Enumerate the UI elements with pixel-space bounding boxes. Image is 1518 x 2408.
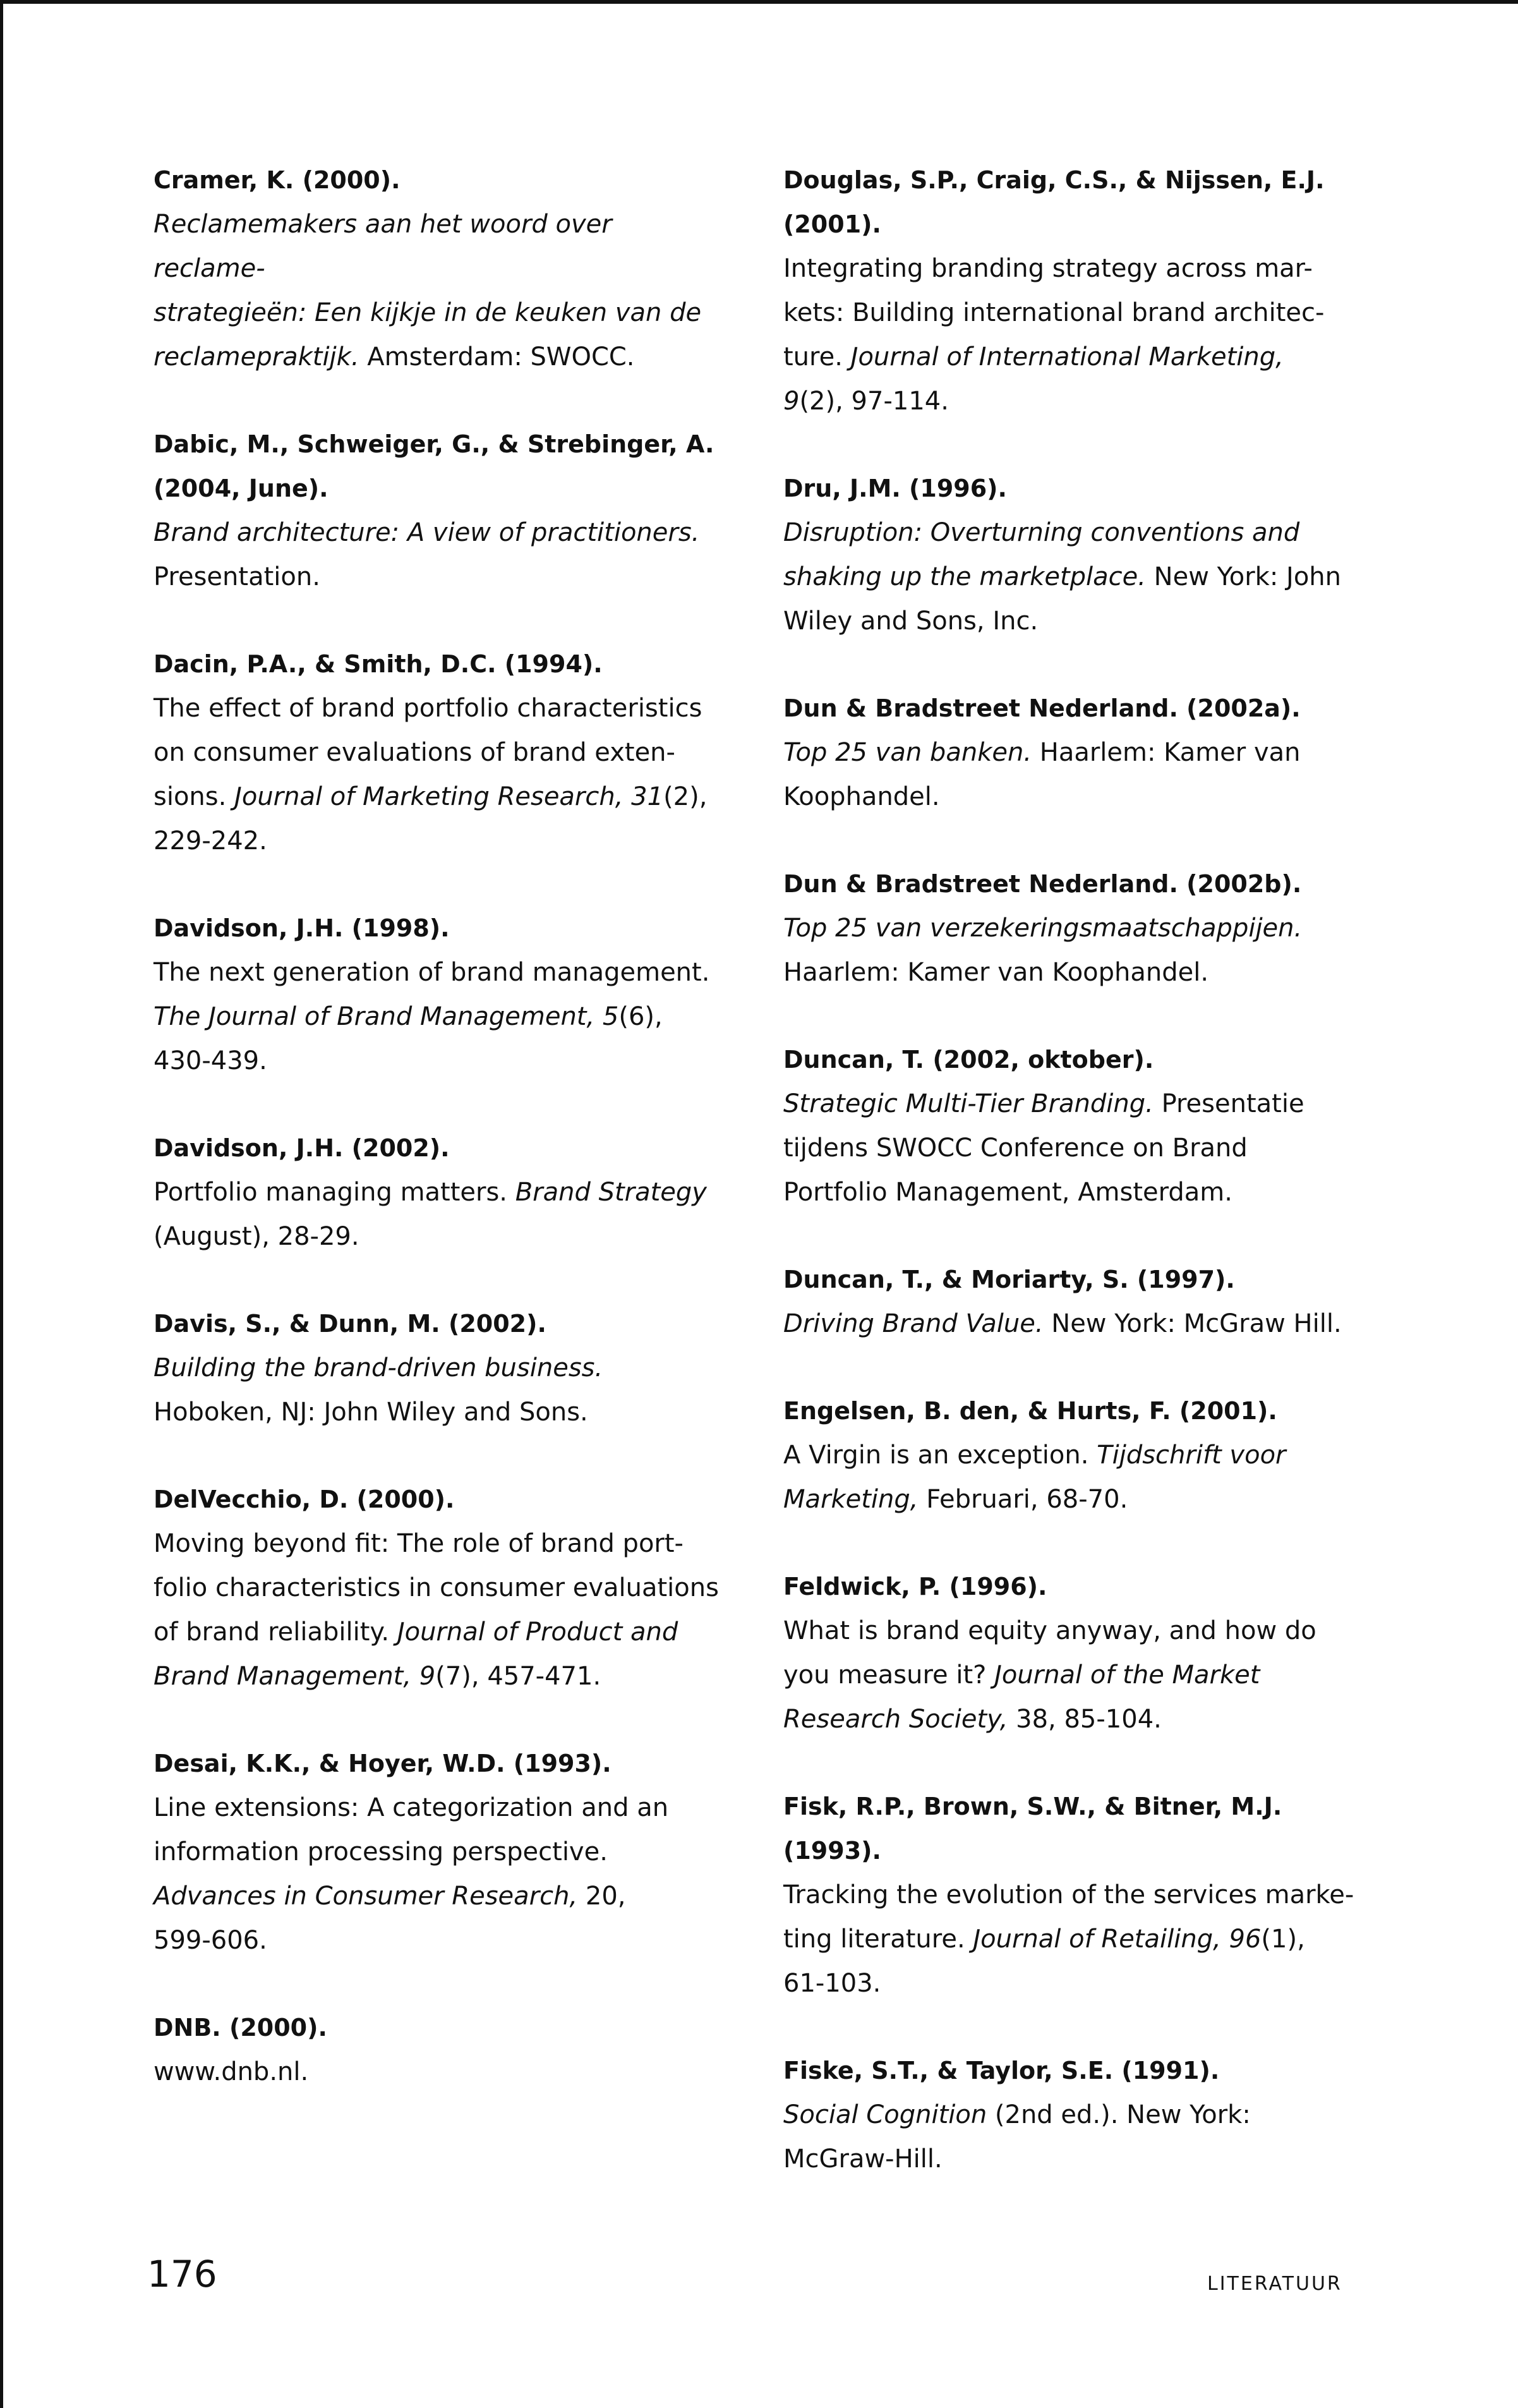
reference-heading: Duncan, T. (2002, oktober).: [783, 1046, 1154, 1074]
reference-body: [783, 2093, 1377, 2181]
reference-line: [783, 730, 1377, 775]
reference-line: [783, 511, 1377, 555]
reference-entry: [783, 2048, 1377, 2181]
reference-line: [154, 1522, 722, 1566]
text-segment: The next generation of brand management.: [154, 958, 710, 987]
reference-line: [783, 1961, 1377, 2006]
reference-line: [783, 1170, 1377, 1214]
italic-segment: Journal of Retailing, 96: [973, 1925, 1262, 1954]
text-segment: 430-439.: [154, 1046, 267, 1075]
text-segment: information processing perspective.: [154, 1837, 608, 1867]
reference-entry: [783, 1038, 1377, 1214]
reference-heading: Douglas, S.P., Craig, C.S., & Nijssen, E.J. (2001).: [783, 166, 1325, 238]
reference-entry: [154, 642, 722, 863]
reference-body: [783, 1082, 1377, 1214]
italic-segment: Journal of the Market: [994, 1661, 1260, 1690]
reference-body: [783, 511, 1377, 643]
reference-line: [783, 379, 1377, 423]
text-segment: ture.: [783, 342, 851, 372]
reference-body: [783, 1873, 1377, 2006]
italic-segment: Reclamemakers aan het woord over reclame-: [154, 210, 612, 283]
text-segment: kets: Building international brand architec-: [783, 298, 1325, 327]
reference-body: [154, 1786, 722, 1963]
reference-entry: [154, 2006, 722, 2094]
text-segment: ting literature.: [783, 1925, 973, 1954]
text-segment: 20,: [577, 1882, 626, 1911]
text-segment: Amsterdam: SWOCC.: [359, 342, 635, 372]
reference-line: [154, 1610, 722, 1654]
reference-heading: Dun & Bradstreet Nederland. (2002a).: [783, 694, 1301, 722]
reference-line: [154, 335, 722, 379]
reference-heading: Dru, J.M. (1996).: [783, 475, 1007, 502]
text-segment: 61-103.: [783, 1969, 881, 1998]
reference-line: [154, 511, 722, 555]
text-segment: Portfolio Management, Amsterdam.: [783, 1178, 1232, 1207]
reference-entry: [783, 862, 1377, 995]
reference-line: [783, 950, 1377, 995]
reference-line: [154, 730, 722, 775]
reference-body: [154, 950, 722, 1083]
italic-segment: Journal of Product and: [397, 1618, 678, 1647]
page-number: 176: [147, 2253, 217, 2296]
text-segment: you measure it?: [783, 1661, 995, 1690]
reference-line: [154, 1390, 722, 1434]
reference-heading: Davidson, J.H. (2002).: [154, 1134, 450, 1162]
reference-line: [154, 291, 722, 335]
text-segment: 599-606.: [154, 1926, 267, 1955]
text-segment: New York: John: [1145, 562, 1342, 591]
italic-segment: Advances in Consumer Research,: [154, 1882, 578, 1911]
reference-line: [154, 995, 722, 1039]
italic-segment: Tijdschrift voor: [1097, 1441, 1286, 1470]
reference-body: [154, 1522, 722, 1698]
text-segment: Haarlem: Kamer van: [1032, 738, 1301, 767]
reference-line: [154, 775, 722, 819]
reference-line: [783, 1082, 1377, 1126]
reference-line: [154, 1874, 722, 1918]
text-segment: Februari, 68-70.: [918, 1485, 1128, 1514]
text-segment: What is brand equity anyway, and how do: [783, 1616, 1316, 1645]
reference-line: [783, 2093, 1377, 2137]
reference-line: [154, 1346, 722, 1390]
text-segment: McGraw-Hill.: [783, 2145, 943, 2174]
text-segment: tijdens SWOCC Conference on Brand: [783, 1134, 1248, 1163]
reference-entry: [783, 686, 1377, 819]
reference-heading: Davidson, J.H. (1998).: [154, 914, 450, 942]
reference-line: [154, 1830, 722, 1874]
reference-heading: Engelsen, B. den, & Hurts, F. (2001).: [783, 1397, 1277, 1425]
italic-segment: Research Society,: [783, 1705, 1008, 1734]
reference-line: [783, 1653, 1377, 1697]
reference-body: [154, 2050, 722, 2094]
text-segment: 38, 85-104.: [1008, 1705, 1162, 1734]
reference-body: [783, 730, 1377, 819]
reference-line: [783, 775, 1377, 819]
reference-line: [154, 686, 722, 730]
running-footer-section: LITERATUUR: [1207, 2273, 1342, 2295]
reference-entry: [783, 158, 1377, 423]
reference-line: [783, 1873, 1377, 1917]
reference-entry: [154, 158, 722, 379]
italic-segment: Top 25 van verzekeringsmaatschappijen.: [783, 914, 1303, 943]
text-segment: Line extensions: A categorization and an: [154, 1793, 669, 1822]
reference-line: [783, 1302, 1377, 1346]
reference-body: [783, 1302, 1377, 1346]
reference-heading: Feldwick, P. (1996).: [783, 1573, 1047, 1600]
reference-line: [783, 291, 1377, 335]
text-segment: on consumer evaluations of brand exten-: [154, 738, 675, 767]
text-segment: Haarlem: Kamer van Koophandel.: [783, 958, 1209, 987]
reference-line: [154, 1039, 722, 1083]
reference-heading: Davis, S., & Dunn, M. (2002).: [154, 1310, 546, 1338]
italic-segment: Social Cognition: [783, 2100, 987, 2129]
reference-body: [783, 1433, 1377, 1522]
reference-entry: [154, 1741, 722, 1963]
reference-entry: [783, 1564, 1377, 1741]
reference-line: [154, 950, 722, 995]
reference-line: [154, 1918, 722, 1963]
page-left-rule: [0, 0, 3, 2408]
reference-heading: Fiske, S.T., & Taylor, S.E. (1991).: [783, 2057, 1220, 2084]
text-segment: Presentatie: [1153, 1089, 1304, 1118]
reference-line: [783, 1609, 1377, 1653]
reference-body: [154, 1346, 722, 1434]
italic-segment: shaking up the marketplace.: [783, 562, 1146, 591]
text-segment: of brand reliability.: [154, 1618, 397, 1647]
references-left-column: [154, 158, 722, 2137]
text-segment: (7), 457-471.: [435, 1662, 601, 1691]
reference-heading: Fisk, R.P., Brown, S.W., & Bitner, M.J. (1993).: [783, 1793, 1282, 1865]
reference-body: [783, 246, 1377, 423]
reference-body: [783, 906, 1377, 995]
italic-segment: Brand Management, 9: [154, 1662, 436, 1691]
reference-line: [154, 202, 722, 291]
reference-line: [783, 335, 1377, 379]
reference-line: [154, 555, 722, 599]
reference-heading: DelVecchio, D. (2000).: [154, 1485, 455, 1513]
reference-body: [154, 1170, 722, 1259]
reference-line: [783, 1697, 1377, 1741]
text-segment: (2), 97-114.: [799, 387, 949, 416]
reference-line: [154, 2050, 722, 2094]
reference-line: [154, 819, 722, 863]
italic-segment: Building the brand-driven business.: [154, 1353, 603, 1382]
reference-body: [783, 1609, 1377, 1741]
reference-heading: Dun & Bradstreet Nederland. (2002b).: [783, 870, 1302, 898]
reference-line: [783, 555, 1377, 599]
reference-line: [783, 1917, 1377, 1961]
text-segment: Koophandel.: [783, 782, 940, 811]
reference-entry: [783, 1784, 1377, 2006]
reference-heading: Desai, K.K., & Hoyer, W.D. (1993).: [154, 1750, 611, 1777]
reference-line: [154, 1214, 722, 1259]
reference-line: [783, 246, 1377, 291]
reference-heading: Dacin, P.A., & Smith, D.C. (1994).: [154, 650, 603, 678]
italic-segment: Brand Strategy: [515, 1178, 707, 1207]
italic-segment: Disruption: Overturning conventions and: [783, 518, 1300, 547]
text-segment: (6),: [618, 1002, 663, 1031]
reference-body: [154, 202, 722, 379]
text-segment: (August), 28-29.: [154, 1222, 359, 1251]
reference-entry: [154, 422, 722, 599]
reference-heading: Dabic, M., Schweiger, G., & Strebinger, A. (2004, June).: [154, 430, 714, 502]
reference-line: [783, 1477, 1377, 1522]
reference-entry: [783, 466, 1377, 643]
italic-segment: strategieën: Een kijkje in de keuken van de: [154, 298, 702, 327]
reference-heading: Cramer, K. (2000).: [154, 166, 401, 194]
reference-body: [154, 686, 722, 863]
text-segment: (2nd ed.). New York:: [987, 2100, 1251, 2129]
text-segment: www.dnb.nl.: [154, 2057, 309, 2086]
italic-segment: 9: [783, 387, 800, 416]
text-segment: The effect of brand portfolio characteristics: [154, 694, 702, 723]
text-segment: Presentation.: [154, 562, 320, 591]
italic-segment: Journal of International Marketing,: [850, 342, 1284, 372]
reference-line: [783, 2137, 1377, 2181]
text-segment: Wiley and Sons, Inc.: [783, 607, 1039, 636]
reference-heading: Duncan, T., & Moriarty, S. (1997).: [783, 1266, 1235, 1293]
reference-entry: [783, 1257, 1377, 1346]
text-segment: (1),: [1261, 1925, 1305, 1954]
references-right-column: [783, 158, 1377, 2224]
reference-entry: [154, 1477, 722, 1698]
italic-segment: The Journal of Brand Management, 5: [154, 1002, 619, 1031]
italic-segment: Strategic Multi-Tier Branding.: [783, 1089, 1154, 1118]
reference-line: [154, 1786, 722, 1830]
italic-segment: Journal of Marketing Research, 31: [234, 782, 664, 811]
italic-segment: Brand architecture: A view of practitioners.: [154, 518, 700, 547]
reference-entry: [154, 1126, 722, 1259]
reference-line: [154, 1654, 722, 1698]
text-segment: New York: McGraw Hill.: [1043, 1309, 1342, 1338]
reference-line: [783, 599, 1377, 643]
reference-line: [154, 1170, 722, 1214]
reference-line: [783, 1433, 1377, 1477]
text-segment: sions.: [154, 782, 235, 811]
italic-segment: Driving Brand Value.: [783, 1309, 1044, 1338]
reference-entry: [154, 906, 722, 1083]
text-segment: 229-242.: [154, 826, 267, 856]
reference-line: [783, 1126, 1377, 1170]
text-segment: A Virgin is an exception.: [783, 1441, 1097, 1470]
text-segment: Tracking the evolution of the services marke-: [783, 1880, 1354, 1909]
reference-entry: [154, 1302, 722, 1434]
italic-segment: reclamepraktijk.: [154, 342, 359, 372]
italic-segment: Marketing,: [783, 1485, 919, 1514]
reference-line: [783, 906, 1377, 950]
reference-heading: DNB. (2000).: [154, 2014, 327, 2042]
text-segment: Portfolio managing matters.: [154, 1178, 515, 1207]
reference-entry: [783, 1389, 1377, 1522]
italic-segment: Top 25 van banken.: [783, 738, 1032, 767]
reference-body: [154, 511, 722, 599]
text-segment: folio characteristics in consumer evaluations: [154, 1573, 719, 1602]
page-top-rule: [0, 0, 1518, 4]
text-segment: Moving beyond fit: The role of brand port-: [154, 1529, 684, 1558]
text-segment: Hoboken, NJ: John Wiley and Sons.: [154, 1398, 588, 1427]
text-segment: (2),: [663, 782, 708, 811]
reference-line: [154, 1566, 722, 1610]
text-segment: Integrating branding strategy across mar-: [783, 254, 1313, 283]
